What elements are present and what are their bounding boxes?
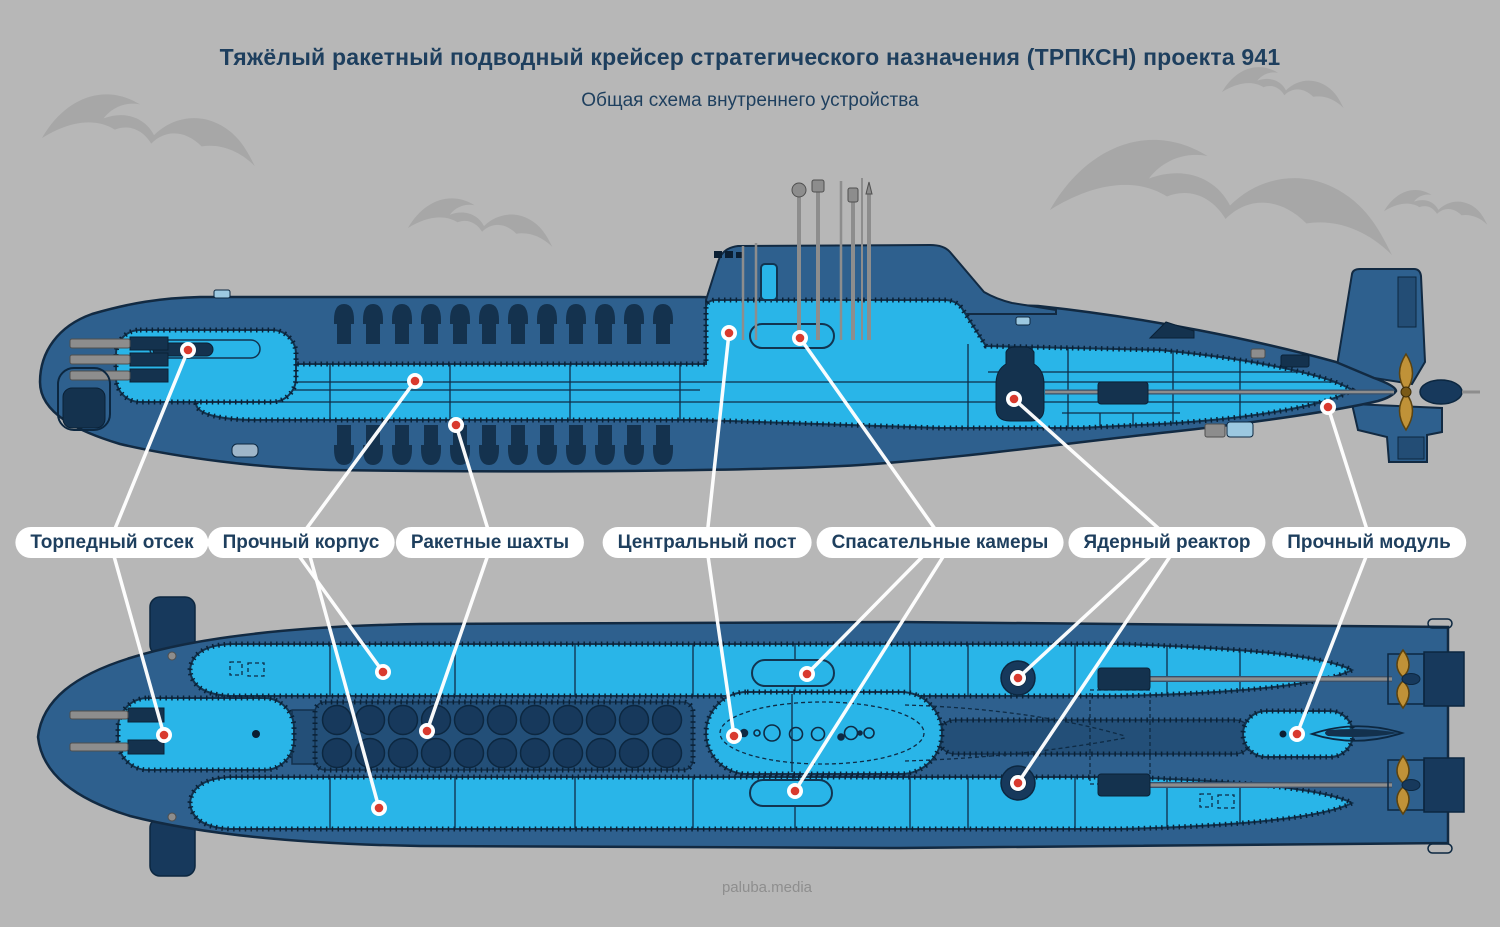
stern-cone <box>1420 380 1462 404</box>
label-nuclear-reactor: Ядерный реактор <box>1068 527 1265 558</box>
seagull-icon <box>1384 190 1487 225</box>
label-pressure-module: Прочный модуль <box>1272 527 1466 558</box>
rudder-panel <box>1398 437 1424 459</box>
marker-dot <box>448 417 464 433</box>
label-missile-silos: Ракетные шахты <box>396 527 584 558</box>
marker-dot <box>1010 775 1026 791</box>
stern-block-port <box>1424 652 1464 706</box>
marker-dot <box>156 727 172 743</box>
center-duct <box>938 720 1252 754</box>
rescue-chamber-side <box>750 324 834 348</box>
plane-hinge <box>168 652 176 660</box>
label-rescue-chambers: Спасательные камеры <box>817 527 1064 558</box>
sonar-dome <box>63 388 105 428</box>
seagull-icon <box>1050 140 1392 255</box>
mast-tip <box>866 182 872 194</box>
rescue-chamber-port <box>752 660 834 686</box>
lower-rudder <box>1352 404 1442 462</box>
stern-block-starboard <box>1424 758 1464 812</box>
hatch <box>1280 731 1287 738</box>
label-pressure-hull: Прочный корпус <box>208 527 395 558</box>
sail-trunk <box>761 264 777 300</box>
sail-window <box>725 251 733 258</box>
submarine-top-view <box>38 597 1464 876</box>
propeller-hub <box>1401 387 1411 397</box>
marker-dot <box>1006 391 1022 407</box>
keel-pod <box>232 444 258 457</box>
gearbox-starboard <box>1098 774 1150 796</box>
label-central-post: Центральный пост <box>603 527 812 558</box>
marker-dot <box>371 800 387 816</box>
marker-dot <box>799 666 815 682</box>
label-torpedo-compartment: Торпедный отсек <box>15 527 208 558</box>
stern-slot <box>1428 844 1452 853</box>
deck-fitting <box>1016 317 1030 325</box>
marker-dot <box>180 342 196 358</box>
deck-fitting <box>214 290 230 298</box>
mast-head <box>812 180 824 192</box>
page-title: Тяжёлый ракетный подводный крейсер стратегического назначения (ТРПКСН) проекта 941 <box>219 44 1281 70</box>
prop-hub <box>1402 674 1420 685</box>
keel-pod <box>1205 424 1225 437</box>
marker-dot <box>1289 726 1305 742</box>
marker-dot <box>407 373 423 389</box>
marker-dot <box>787 783 803 799</box>
marker-dot <box>726 728 742 744</box>
hatch <box>252 730 260 738</box>
marker-dot <box>792 330 808 346</box>
marker-dot <box>419 723 435 739</box>
marker-dot <box>1010 670 1026 686</box>
watermark: paluba.media <box>721 879 813 896</box>
marker-dot <box>375 664 391 680</box>
deck-pod <box>1281 355 1309 367</box>
gearbox-port <box>1098 668 1150 690</box>
seagull-icon <box>408 198 552 247</box>
marker-dot <box>721 325 737 341</box>
mast-head <box>848 188 858 202</box>
tail-fin-panel <box>1398 277 1416 327</box>
gearbox-side <box>1098 382 1148 404</box>
plane-hinge <box>168 813 176 821</box>
page-subtitle: Общая схема внутреннего устройства <box>581 90 919 111</box>
marker-dot <box>1320 399 1336 415</box>
prop-hub <box>1402 780 1420 791</box>
mast-ball <box>792 183 806 197</box>
deck-fitting <box>1251 349 1265 358</box>
keel-pod <box>1227 422 1253 437</box>
sail-window <box>714 251 722 258</box>
submarine-side-view <box>40 178 1480 471</box>
torpedo-tubes-side <box>70 337 168 382</box>
